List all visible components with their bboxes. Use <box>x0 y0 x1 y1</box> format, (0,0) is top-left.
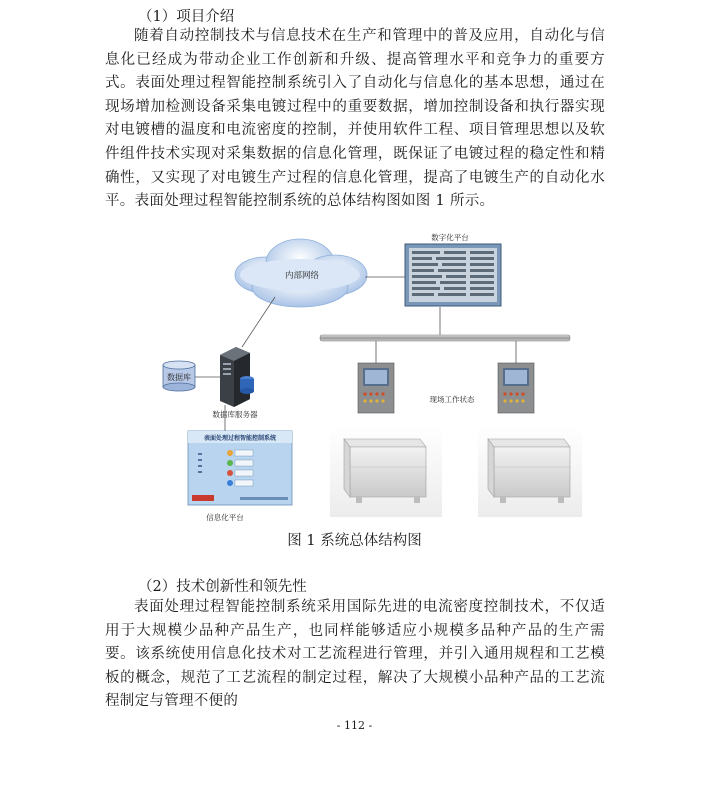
section1-paragraph: 随着自动控制技术与信息技术在生产和管理中的普及应用，自动化与信息化已经成为带动企业工作创新和升级、提高管理水平和竞争力的重要方式。表面处理过程智能控制系统引入了自动化与信息化的基本思想，通过在现场增加检测设备采集电镀过程中的重要数据，增加控制设备和执行器实现对电镀槽的温度和电流密度的控制，并使用软件工程、项目管理思想以及软件组件技术实现对采集数据的信息化管理，既保证了电镀过程的稳定性和精确性，又实现了对电镀生产过程的信息化管理，提高了电镀生产的自动化水平。表面处理过程智能控制系统的总体结构图如图 1 所示。 <box>105 28 605 210</box>
control-cabinet-right <box>498 341 534 413</box>
architecture-diagram <box>150 227 582 527</box>
plating-tank-right <box>488 439 570 503</box>
info-screen-title: 表面处理过程智能控制系统 <box>203 435 277 442</box>
section1-heading: （1）项目介绍 <box>138 9 235 25</box>
db-server-icon <box>213 347 258 419</box>
cloud-server-link <box>242 297 275 347</box>
digital-platform-screen <box>405 232 501 306</box>
digital-platform-label: 数字化平台 <box>431 233 469 242</box>
control-cabinet-left <box>358 341 394 413</box>
system-architecture-figure <box>150 227 582 527</box>
intranet-label: 内部网络 <box>284 271 320 281</box>
info-platform-label: 信息化平台 <box>206 513 244 522</box>
section2-paragraph: 表面处理过程智能控制系统采用国际先进的电流密度控制技术，不仅适用于大规模少品种产品生产，也同样能够适应小规模多品种产品的生产需要。该系统使用信息化技术对工艺流程进行管理，并引入通用规程和工艺模板的概念，规范了工艺流程的制定过程，解决了大规模小品种产品的工艺流程制定与管理不便的 <box>105 599 605 710</box>
database-label: 数据库 <box>167 373 191 382</box>
plating-tank-left <box>344 439 426 503</box>
db-server-label: 数据库服务器 <box>212 410 258 419</box>
page-number: - 112 - <box>336 719 373 732</box>
info-platform-screen <box>188 431 292 522</box>
section2-heading: （2）技术创新性和领先性 <box>138 579 307 595</box>
network-bus <box>320 335 570 341</box>
database-icon <box>163 361 195 391</box>
field-status-label: 现场工作状态 <box>429 395 475 404</box>
figure-caption: 图 1 系统总体结构图 <box>287 533 422 549</box>
intranet-cloud <box>235 239 367 307</box>
